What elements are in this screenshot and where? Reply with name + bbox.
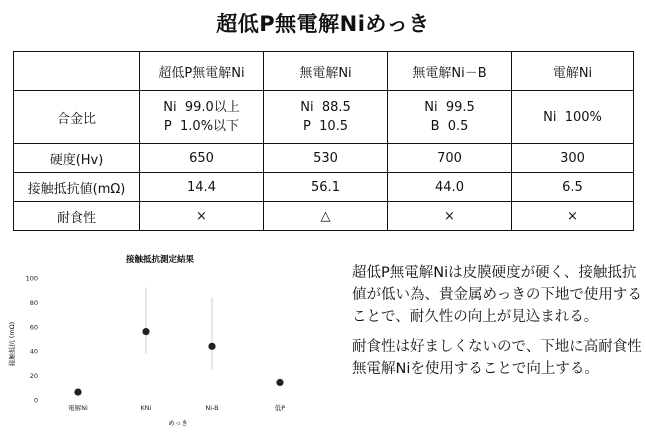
table-cell: 650 — [140, 144, 264, 173]
chart-xlabel: めっき — [168, 419, 188, 427]
data-point — [208, 343, 215, 350]
y-tick-label: 100 — [25, 274, 38, 283]
table-cell: 530 — [264, 144, 388, 173]
table-row-hardness — [14, 144, 634, 173]
table-cell: 44.0 — [388, 173, 512, 202]
comparison-table — [13, 51, 634, 231]
y-tick-label: 0 — [33, 396, 38, 405]
table-cell: 14.4 — [140, 173, 264, 202]
y-tick-label: 80 — [29, 298, 38, 307]
data-point — [276, 379, 283, 386]
y-tick-label: 20 — [29, 372, 38, 381]
table-header-cell: 無電解Ni — [264, 52, 388, 91]
x-tick-label: 低P — [274, 404, 286, 412]
table-header-cell: 超低P無電解Ni — [140, 52, 264, 91]
table-cell: 700 — [388, 144, 512, 173]
table-cell: △ — [264, 202, 388, 231]
table-header-cell: 電解Ni — [512, 52, 634, 91]
table-cell: Ni 99.0以上 P 1.0%以下 — [140, 91, 264, 144]
description-paragraph-2: 耐食性は好ましくないので、下地に高耐食性無電解Niを使用することで向上する。 — [352, 339, 642, 377]
x-tick-label: Ni-B — [205, 404, 219, 412]
table-cell: Ni 88.5 P 10.5 — [264, 91, 388, 144]
table-row-contact-resistance — [14, 173, 634, 202]
table-cell: 6.5 — [512, 173, 634, 202]
x-tick-label: 電解Ni — [68, 404, 88, 412]
row-label: 耐食性 — [14, 202, 140, 231]
table-cell: 300 — [512, 144, 634, 173]
table-row-alloy — [14, 91, 634, 144]
chart-svg — [0, 248, 340, 436]
row-label: 接触抵抗値(mΩ) — [14, 173, 140, 202]
table-header-cell: 無電解Ni－B — [388, 52, 512, 91]
x-tick-label: KNi — [140, 404, 152, 412]
row-label: 合金比 — [14, 91, 140, 144]
description — [352, 262, 642, 388]
table-cell: Ni 100% — [512, 91, 634, 144]
table-cell: × — [388, 202, 512, 231]
table-header-row — [14, 52, 634, 91]
y-tick-label: 60 — [29, 323, 38, 332]
data-point — [142, 328, 149, 335]
row-label: 硬度(Hv) — [14, 144, 140, 173]
y-tick-label: 40 — [29, 347, 38, 356]
description-paragraph-1: 超低P無電解Niは皮膜硬度が硬く、接触抵抗値が低い為、貴金属めっきの下地で使用することで、耐久性の向上が見込まれる。 — [352, 265, 642, 325]
chart-ylabel: 接触抵抗 (mΩ) — [8, 321, 16, 367]
table-cell: Ni 99.5 B 0.5 — [388, 91, 512, 144]
chart-title: 接触抵抗測定結果 — [125, 255, 195, 265]
table-cell: 56.1 — [264, 173, 388, 202]
page-title: 超低P無電解Niめっき — [216, 12, 430, 36]
table-cell: × — [140, 202, 264, 231]
table-row-corrosion — [14, 202, 634, 231]
table-cell: × — [512, 202, 634, 231]
contact-resistance-chart — [0, 248, 340, 436]
table-header-cell — [14, 52, 140, 91]
data-point — [74, 388, 81, 395]
